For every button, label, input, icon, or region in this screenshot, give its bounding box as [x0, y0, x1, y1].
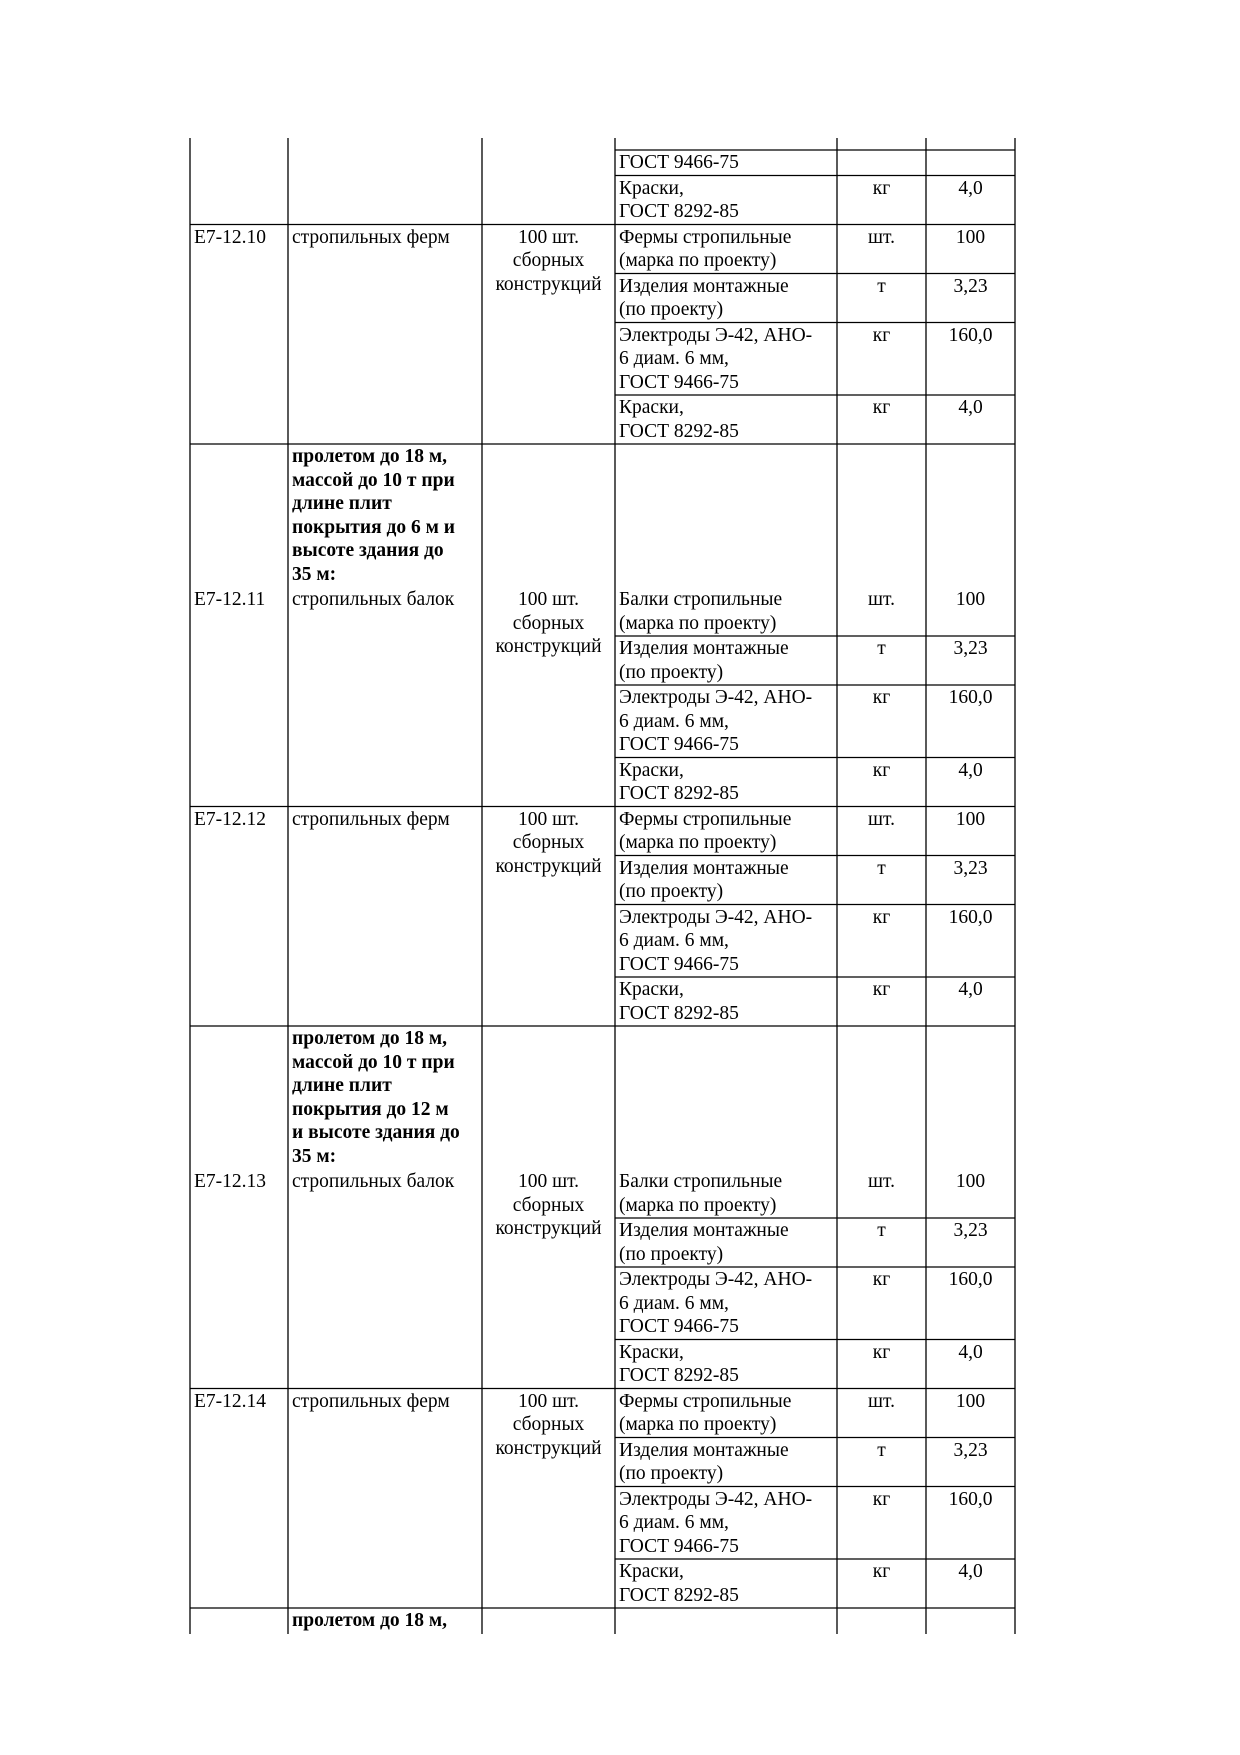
resource-name: Краски, ГОСТ 8292-85: [619, 1561, 739, 1606]
resource-unit: т: [877, 1220, 886, 1241]
resource-name: Электроды Э-42, АНО- 6 диам. 6 мм, ГОСТ 9466-75: [619, 1488, 813, 1557]
resource-quantity: 160,0: [948, 687, 993, 708]
unit-of-measure: 100 шт. сборных конструкций: [495, 589, 602, 657]
resource-unit: шт.: [868, 226, 895, 248]
resource-quantity: 100: [955, 226, 986, 248]
resource-quantity: 4,0: [958, 397, 983, 418]
resource-name: Электроды Э-42, АНО- 6 диам. 6 мм, ГОСТ 9466-75: [619, 1269, 813, 1337]
resource-name: Краски, ГОСТ 8292-85: [619, 397, 739, 442]
resource-name: Электроды Э-42, АНО- 6 диам. 6 мм, ГОСТ 9466-75: [619, 906, 813, 975]
resource-quantity: 100: [955, 1390, 986, 1412]
resource-quantity: 3,23: [953, 275, 988, 297]
resource-name: Краски, ГОСТ 8292-85: [619, 759, 739, 804]
resource-quantity: 3,23: [953, 1439, 988, 1461]
resource-quantity: 4,0: [958, 759, 983, 781]
unit-of-measure: 100 шт. сборных конструкций: [495, 1171, 602, 1239]
resource-unit: шт.: [868, 589, 895, 610]
resource-unit: кг: [872, 177, 891, 199]
section-heading: пролетом до 18 м, массой до 10 т при длине плит покрытия до 6 м и высоте здания до 35 м:: [292, 446, 456, 585]
resource-quantity: 3,23: [953, 638, 988, 659]
section-heading: пролетом до 18 м,: [292, 1610, 448, 1631]
norm-code: Е7-12.10: [194, 226, 267, 248]
resource-quantity: 100: [955, 808, 986, 830]
resource-unit: т: [877, 857, 886, 879]
resource-unit: кг: [872, 687, 891, 708]
resource-name: Электроды Э-42, АНО- 6 диам. 6 мм, ГОСТ 9466-75: [619, 687, 813, 755]
resource-name: Балки стропильные (марка по проекту): [619, 1171, 783, 1216]
resource-unit: кг: [872, 759, 891, 781]
resource-quantity: 100: [955, 1171, 986, 1192]
resource-quantity: 4,0: [958, 177, 983, 199]
resource-name: Краски, ГОСТ 8292-85: [619, 979, 739, 1024]
resource-name: Изделия монтажные (по проекту): [619, 638, 789, 683]
work-name: стропильных ферм: [292, 808, 450, 830]
resource-unit: кг: [872, 906, 891, 928]
resource-unit: шт.: [868, 1390, 895, 1412]
resource-unit: кг: [872, 1488, 891, 1510]
resource-unit: кг: [872, 1561, 891, 1582]
resource-name: Фермы стропильные (марка по проекту): [619, 226, 792, 271]
resource-quantity: 160,0: [948, 1488, 993, 1510]
resource-unit: шт.: [868, 1171, 895, 1192]
resource-name: Электроды Э-42, АНО- 6 диам. 6 мм, ГОСТ 9466-75: [619, 324, 813, 393]
resource-name: Изделия монтажные (по проекту): [619, 1439, 789, 1484]
resource-quantity: 160,0: [948, 1269, 993, 1290]
resource-name: Балки стропильные (марка по проекту): [619, 589, 783, 634]
resource-quantity: 4,0: [958, 1341, 983, 1363]
work-name: стропильных ферм: [292, 226, 450, 248]
resource-name: Изделия монтажные (по проекту): [619, 857, 789, 902]
resource-unit: кг: [872, 397, 891, 418]
norm-code: Е7-12.12: [194, 808, 267, 830]
resource-quantity: 3,23: [953, 857, 988, 879]
work-name: стропильных балок: [292, 589, 455, 610]
resource-unit: т: [877, 275, 886, 297]
resource-name: Фермы стропильные (марка по проекту): [619, 1390, 792, 1435]
section-heading: пролетом до 18 м, массой до 10 т при длине плит покрытия до 12 м и высоте здания до 35 м:: [292, 1028, 460, 1167]
resource-unit: кг: [872, 1269, 891, 1290]
resource-unit: т: [877, 638, 886, 659]
resource-quantity: 160,0: [948, 906, 993, 928]
resource-name: Изделия монтажные (по проекту): [619, 275, 789, 320]
resource-name: Изделия монтажные (по проекту): [619, 1220, 789, 1265]
resource-unit: т: [877, 1439, 886, 1461]
work-name: стропильных ферм: [292, 1390, 450, 1412]
resource-name: Краски, ГОСТ 8292-85: [619, 177, 739, 222]
resource-name: Краски, ГОСТ 8292-85: [619, 1341, 739, 1386]
norm-code: Е7-12.11: [194, 589, 266, 610]
resource-quantity: 100: [955, 589, 986, 610]
resource-unit: шт.: [868, 808, 895, 830]
resource-unit: кг: [872, 1341, 891, 1363]
resource-name: ГОСТ 9466-75: [619, 152, 739, 173]
unit-of-measure: 100 шт. сборных конструкций: [495, 808, 602, 877]
resource-quantity: 3,23: [953, 1220, 988, 1241]
resource-quantity: 4,0: [958, 1561, 983, 1582]
resource-quantity: 4,0: [958, 979, 983, 1000]
unit-of-measure: 100 шт. сборных конструкций: [495, 226, 602, 295]
resource-unit: кг: [872, 979, 891, 1000]
unit-of-measure: 100 шт. сборных конструкций: [495, 1390, 602, 1459]
work-name: стропильных балок: [292, 1171, 455, 1192]
resource-quantity: 160,0: [948, 324, 993, 346]
norm-code: Е7-12.14: [194, 1390, 267, 1412]
norm-code: Е7-12.13: [194, 1171, 267, 1192]
resource-name: Фермы стропильные (марка по проекту): [619, 808, 792, 853]
resource-unit: кг: [872, 324, 891, 346]
